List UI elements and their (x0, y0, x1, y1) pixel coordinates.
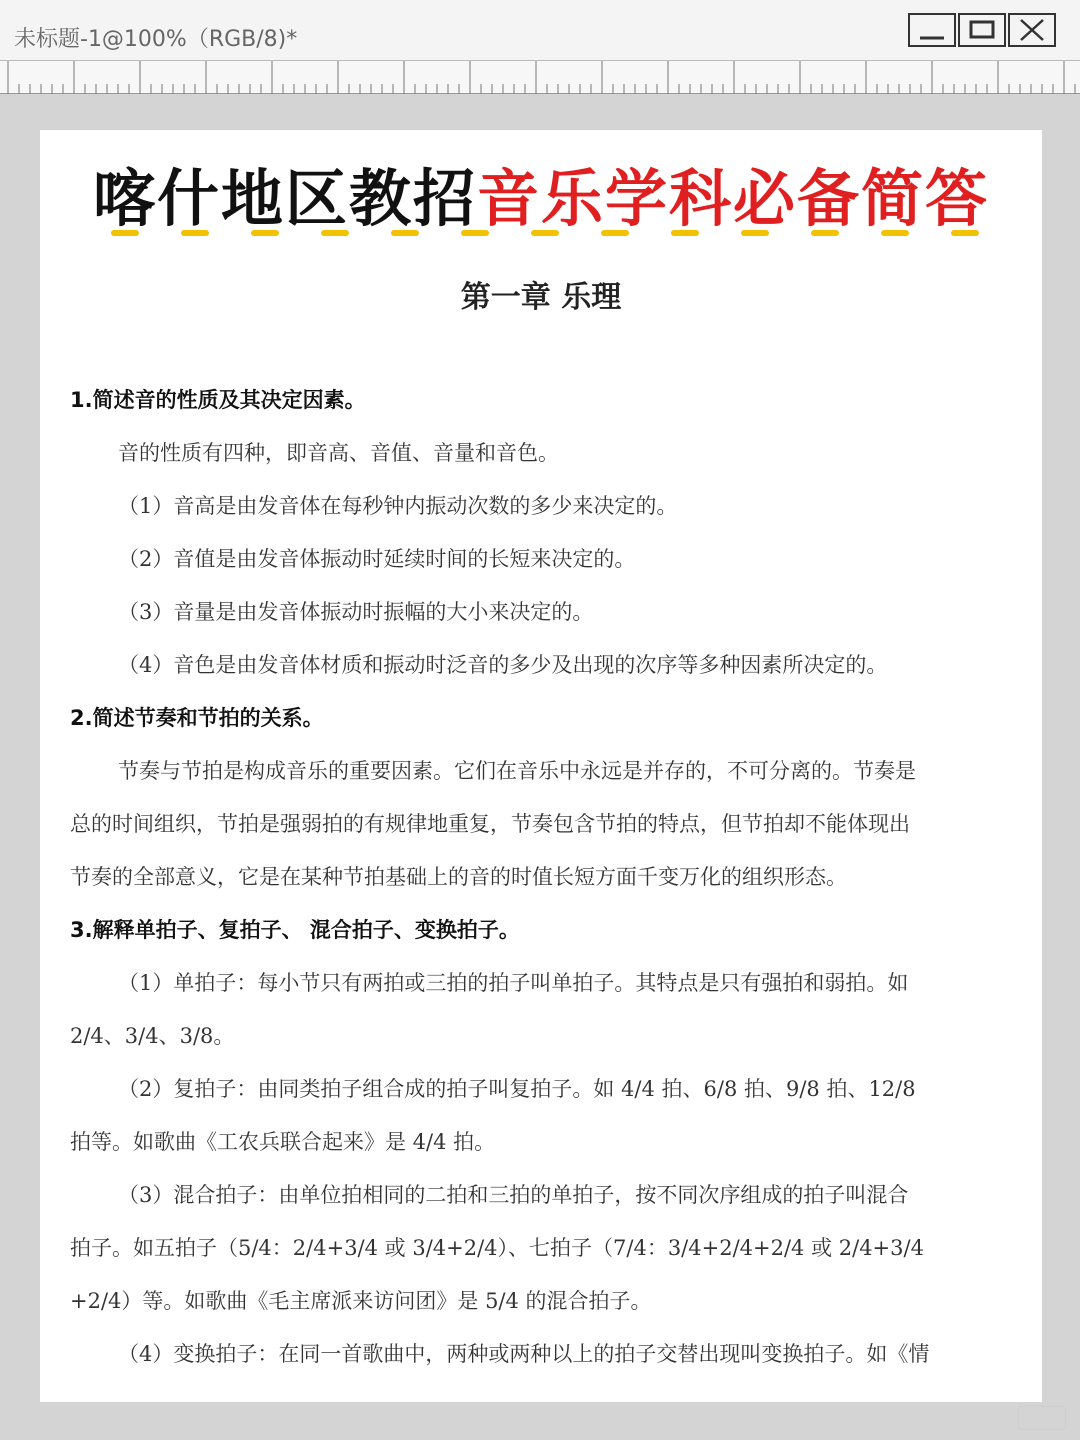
horizontal-ruler[interactable] (0, 60, 1080, 94)
close-button[interactable] (1008, 13, 1056, 47)
answer-1-item: （1）音高是由发音体在每秒钟内振动次数的多少来决定的。 (118, 494, 678, 518)
answer-3-item2-line: 拍等。如歌曲《工农兵联合起来》是 4/4 拍。 (70, 1130, 496, 1154)
answer-2-line: 总的时间组织，节拍是强弱拍的有规律地重复，节奏包含节拍的特点，但节拍却不能体现出 (70, 812, 910, 836)
answer-1-item: （4）音色是由发音体材质和振动时泛音的多少及出现的次序等多种因素所决定的。 (118, 653, 888, 677)
chapter-heading: 第一章 乐理 (460, 280, 622, 315)
answer-3-item4-line: （4）变换拍子：在同一首歌曲中，两种或两种以上的拍子交替出现叫变换拍子。如《情 (118, 1342, 930, 1366)
question-3: 3.解释单拍子、复拍子、 混合拍子、变换拍子。 (70, 918, 520, 942)
document-tab-title[interactable]: 未标题-1@100%（RGB/8)* (14, 27, 298, 52)
close-icon (1010, 15, 1054, 45)
answer-2-line: 节奏与节拍是构成音乐的重要因素。它们在音乐中永远是并存的，不可分离的。节奏是 (118, 759, 916, 783)
title-red-part: 音乐学科必备简答 (477, 162, 990, 235)
answer-2-line: 节奏的全部意义，它是在某种节拍基础上的音的时值长短方面千变万化的组织形态。 (70, 865, 847, 889)
answer-1-intro: 音的性质有四种，即音高、音值、音量和音色。 (118, 441, 559, 465)
window-titlebar (0, 0, 1080, 60)
answer-3-item1-line: （1）单拍子：每小节只有两拍或三拍的拍子叫单拍子。其特点是只有强拍和弱拍。如 (118, 971, 909, 995)
maximize-icon (960, 15, 1004, 45)
maximize-button[interactable] (958, 13, 1006, 47)
answer-3-item3-line: （3）混合拍子：由单位拍相同的二拍和三拍的单拍子，按不同次序组成的拍子叫混合 (118, 1183, 909, 1207)
minimize-button[interactable] (908, 13, 956, 47)
question-2: 2.简述节奏和节拍的关系。 (70, 706, 324, 730)
ruler-ticks (0, 61, 1080, 94)
minimize-icon (910, 15, 954, 45)
question-1: 1.简述音的性质及其决定因素。 (70, 388, 366, 412)
document-body (70, 374, 1012, 1381)
document-page (40, 130, 1042, 1402)
answer-1-item: （2）音值是由发音体振动时延续时间的长短来决定的。 (118, 547, 636, 571)
answer-3-item2-line: （2）复拍子：由同类拍子组合成的拍子叫复拍子。如 4/4 拍、6/8 拍、9/8 拍、12/8 (118, 1077, 916, 1101)
title-underline-dashes (110, 226, 1020, 240)
answer-3-item3-line: +2/4）等。如歌曲《毛主席派来访问团》是 5/4 的混合拍子。 (70, 1289, 652, 1313)
answer-1-item: （3）音量是由发音体振动时振幅的大小来决定的。 (118, 600, 594, 624)
watermark-badge (1018, 1406, 1066, 1430)
main-title (40, 164, 1042, 234)
answer-3-item1-line: 2/4、3/4、3/8。 (70, 1024, 235, 1048)
answer-3-item3-line: 拍子。如五拍子（5/4：2/4+3/4 或 3/4+2/4）、七拍子（7/4：3/4+2/4+2/4 或 2/4+3/4 (70, 1236, 924, 1260)
title-black-part: 喀什地区教招 (92, 162, 477, 235)
